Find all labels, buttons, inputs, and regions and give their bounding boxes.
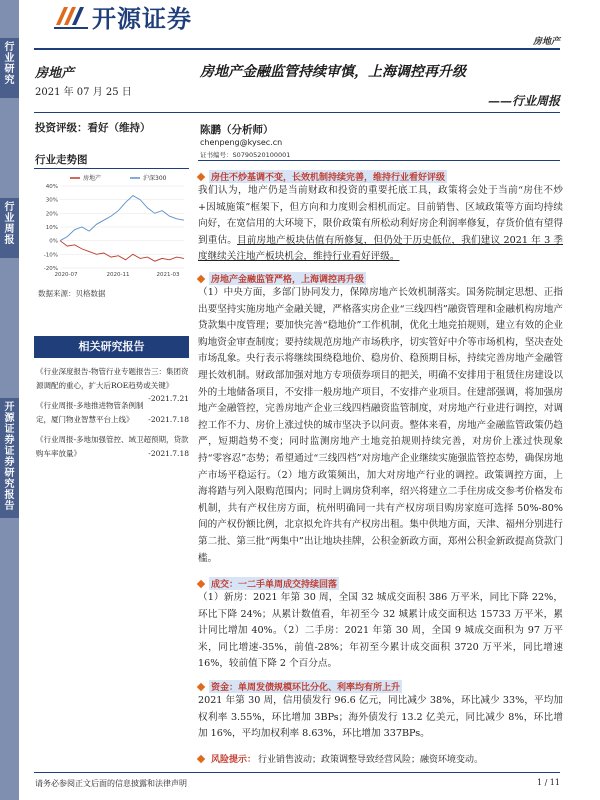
rating-label: 投资评级： (35, 122, 88, 134)
footer-rule (34, 772, 560, 773)
page-number: 1 / 11 (536, 778, 560, 787)
section-head-1: 房住不炒基调不变，长效机制持续完善，维持行业看好评级 (198, 170, 447, 183)
y-tick-label: -10% (43, 252, 58, 259)
brand-logo (54, 0, 192, 32)
x-tick-label: 2020-07 (54, 272, 78, 278)
x-tick-label: 2021-03 (156, 272, 180, 278)
related-item[interactable]: 《行业周报-多地加强管控、域卫超预期，贷款购车率放量》 -2021.7.18 (36, 435, 189, 458)
brand-logo-icon (54, 1, 88, 31)
y-tick-label: 30% (45, 197, 58, 204)
related-list (36, 365, 189, 467)
trend-title: 行业走势图 (35, 154, 88, 166)
industry-label: 房地产 (35, 66, 75, 81)
header-tag: 房地产 (532, 37, 560, 47)
analyst-cert: 证书编号：S0790520100001 (200, 151, 291, 159)
related-title: 相关研究报告 (34, 336, 189, 358)
paragraph-2: （1）中央方面，多部门协同发力，保障房地产长效机制落实。国务院制定思想、正指出要坚持实施房地产金融关键，严格落实房企业“三线四档”融资管理和金融机构房地产贷款集中度管理；要加快完善“稳地价”工作机制，优化土地竞拍规则，建立有效的企业购地资金审查制度；要持续规范房地产市场秩序，切实管好中介等市场机构，坚决查处市场乱象。央行表示将继续围绕稳地价、稳房价、稳预期目标，持续完善房地产金融管理长效机制。财政部加强对地方专项债券项目的把关，明确不安排用于租赁住房建设以外的土地储备项目，不安排一般房地产项目，不安排产业项目。住建部强调，将加强房地产金融管控，完善房地产企业三线四档融资监管制度，对房地产行业进行调控，对调控工作不力、房价上涨过快的城市坚决予以问责。整体来看，房地产金融监管政策仍趋严，短期趋势不变；同时监测房地产土地竞拍规则持续完善，对房价上涨过快现象持“零容忍”态势；希望通过“三线四档”对房地产企业继续实施强监管控态势，确保房地产市场平稳运行。（2）地方政策频出，加大对房地产行业的调控。政策调控方面，上海将踏与列入限购范围内；同时上调房贷利率，绍兴将建立二手住房成交参考价格发布机制，共有产权住房方面，杭州明确同一共有产权房项目购房家庭可选择 50%-80%间的产权份额比例，北京拟允许共有产权房出租。集中供地方面，天津、福州分别进行第二批、第三批“两集中”出让地块挂牌，公积金新政方面，郑州公积金新政提高贷款门槛。 (198, 287, 563, 564)
paragraph-1: 我们认为，地产仍是当前财政和投资的重要托底工具，政策将会处于当前“房住不炒+因城施策”框架下，但方向和力度则会相机而定。目前销售、区域政策等方面均持续向好，在宽信用的大环境下，限价政策有所松动利好房企利润率修复，存货价值有望得到重估。目前房地产板块估值有所修复，但仍处于历史低位，我们建议 2021 年 3 季度继续关注地产板块机会，维持行业看好评级。 (198, 185, 564, 263)
paragraph-3: （1）新房：2021 年第 30 周，全国 32 城成交面积 386 万平米，同比下降 22%，环比下降 24%；从累计数值看，年初至今 32 城累计成交面积达 15733 万平米，累计同比增加 40%。（2）二手房：2021 年第 30 周，全国 9 城成交面积为 97 万平米，同比增速-35%，前值-28%；年初至今累计成交面积 3720 万平米，同比增速 16%，较前值下降 2 个百分点。 (198, 592, 563, 670)
trend-chart (34, 172, 189, 282)
side-strip (0, 0, 19, 800)
header-rule (34, 48, 560, 50)
series-line-1 (60, 241, 184, 262)
side-label-bottom: 开源证券 证券研究报告 (4, 402, 15, 512)
y-tick-label: 20% (45, 211, 58, 218)
section-head-3: 成交：一二手单周成交持续回落 (198, 577, 339, 590)
analyst-rule (198, 160, 560, 161)
diamond-icon (197, 754, 205, 762)
report-date: 2021 年 07 月 25 日 (35, 87, 132, 98)
y-tick-label: 10% (45, 225, 58, 231)
trend-rule (34, 168, 189, 169)
rating-value: 看好（维持） (87, 122, 151, 134)
diamond-icon (197, 682, 205, 690)
diamond-icon (197, 579, 205, 587)
diamond-icon (197, 274, 205, 282)
x-tick-label: 2020-11 (106, 272, 130, 278)
rating (35, 120, 151, 135)
page-title: 房地产金融监管持续审慎，上海调控再升级 (200, 64, 466, 80)
footer-disclaimer: 请务必参阅正文后面的信息披露和法律声明 (35, 779, 187, 788)
y-tick-label: -20% (43, 266, 58, 272)
title-rule (34, 112, 560, 113)
related-item[interactable]: 《行业深度报告-物管行业专题报告三：集团资源调配的重心，扩大后ROE趋势或关键》 -2021.7.21 (36, 367, 189, 403)
y-tick-label: 40% (45, 184, 58, 190)
paragraph-4: 2021 年第 30 周，信用债发行 96.6 亿元，同比减少 38%，环比减少 33%，平均加权利率 3.55%，环比增加 3BPs；海外债发行 13.2 亿美元，同比减少 8%，环比增加 16%，平均加权利率 8.63%，环比增加 337BPs。 (198, 695, 563, 740)
analyst-name: 陈鹏（分析师） (200, 124, 274, 136)
section-head-4: 资金：单周发债规模环比分化、利率均有所上升 (198, 680, 402, 693)
related-item[interactable]: 《行业周报-多地推进物管条例制定，厦门物业智慧平台上线》 -2021.7.18 (36, 401, 189, 424)
brand-name: 开源证券 (92, 4, 192, 33)
series-line-2 (60, 196, 184, 241)
legend-label: 房地产 (83, 175, 102, 182)
diamond-icon (197, 172, 205, 180)
section-head-2: 房地产金融监管严格，上海调控再升级 (198, 272, 366, 285)
section-head-5: 风险提示： 行业销售波动；政策调整导致经营风险；融资环境变动。 (198, 752, 483, 765)
chart-source: 数据来源：贝格数据 (38, 289, 106, 298)
page-subtitle: ——行业周报 (487, 94, 560, 108)
legend-label: 沪深300 (143, 175, 167, 182)
side-label-middle: 行业周报 (4, 202, 15, 246)
analyst-email[interactable]: chenpeng@kysec.cn (200, 138, 283, 147)
y-tick-label: 0% (49, 238, 58, 245)
side-label-top: 行业研究 (4, 42, 15, 86)
